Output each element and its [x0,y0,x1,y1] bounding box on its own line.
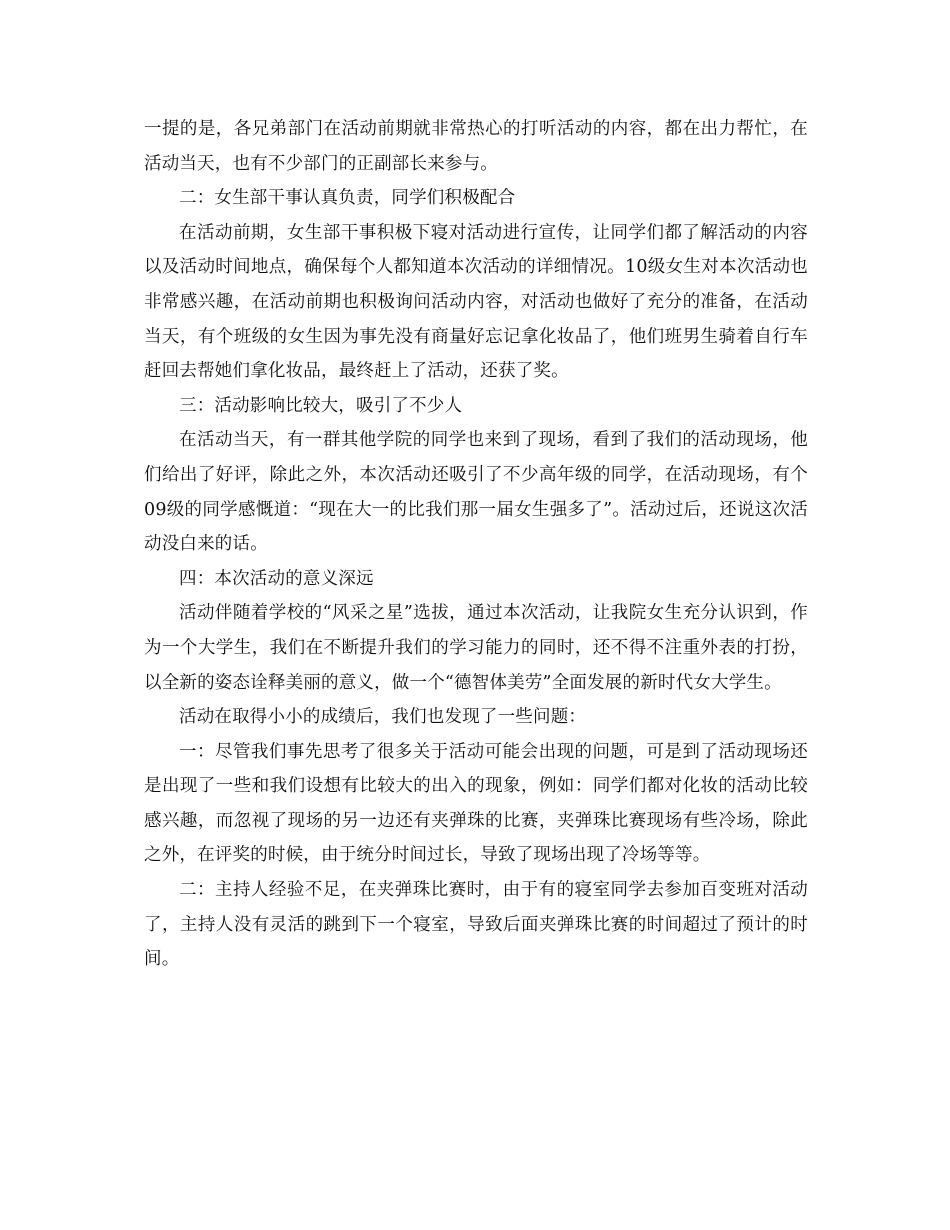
section-heading-two: 二：女生部干事认真负责，同学们积极配合 [179,188,516,209]
paragraph-problem-one: 一：尽管我们事先思考了很多关于活动可能会出现的问题，可是到了活动现场还是出现了一些和我们设想有比较大的出入的现象，例如：同学们都对化妆的活动比较感兴趣，而忽视了现场的另一边还有夹弹珠的比赛，夹弹珠比赛现场有些冷场，除此之外，在评奖的时候，由于统分时间过长，导致了现场出现了冷场等等。 [144,741,808,866]
paragraph-problem-two: 二：主持人经验不足，在夹弹珠比赛时，由于有的寝室同学去参加百变班对活动了，主持人没有灵活的跳到下一个寝室，导致后面夹弹珠比赛的时间超过了预计的时间。 [144,880,808,970]
paragraph-problems-intro: 活动在取得小小的成绩后，我们也发现了一些问题： [179,707,587,728]
paragraph-influence: 在活动当天，有一群其他学院的同学也来到了现场，看到了我们的活动现场，他们给出了好评，除此之外，本次活动还吸引了不少高年级的同学，在活动现场，有个09级的同学感慨道：“现在大一的比我们那一届女生强多了”。活动过后，还说这次活动没白来的话。 [144,430,808,555]
paragraph-publicity: 在活动前期，女生部干事积极下寝对活动进行宣传，让同学们都了解活动的内容以及活动时间地点，确保每个人都知道本次活动的详细情况。10级女生对本次活动也非常感兴趣，在活动前期也积极询问活动内容，对活动也做好了充分的准备，在活动当天，有个班级的女生因为事先没有商量好忘记拿化妆品了，他们班男生骑着自行车赶回去帮她们拿化妆品，最终赶上了活动，还获了奖。 [144,222,808,382]
paragraph-continuation: 一提的是，各兄弟部门在活动前期就非常热心的打听活动的内容，都在出力帮忙，在活动当天，也有不少部门的正副部长来参与。 [144,119,808,174]
section-heading-three: 三：活动影响比较大，吸引了不少人 [179,395,463,416]
section-heading-four: 四：本次活动的意义深远 [179,568,374,589]
document-body [144,112,808,977]
paragraph-significance: 活动伴随着学校的“风采之星”选拔，通过本次活动，让我院女生充分认识到，作为一个大学生，我们在不断提升我们的学习能力的同时，还不得不注重外表的打扮，以全新的姿态诠释美丽的意义，做一个“德智体美劳”全面发展的新时代女大学生。 [144,603,808,693]
